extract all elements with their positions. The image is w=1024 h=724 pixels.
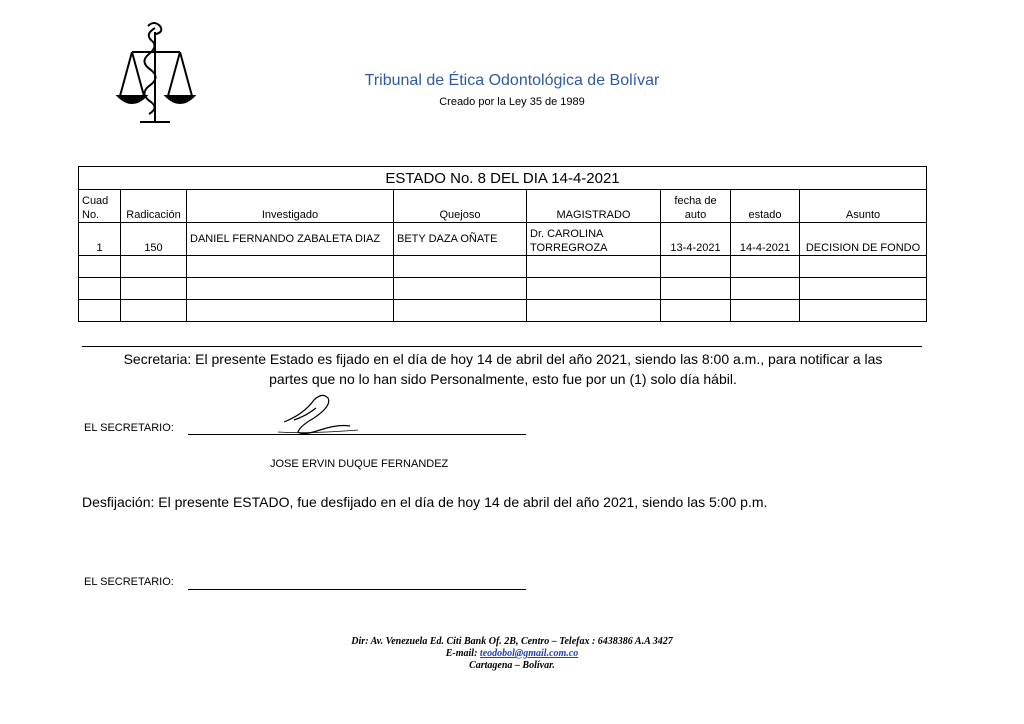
secretaria-line2: partes que no lo han sido Personalmente, esto fue por un (1) solo día hábil. bbox=[269, 371, 737, 387]
signature-line-2 bbox=[188, 589, 526, 590]
cell-estado: 14-4-2021 bbox=[731, 223, 800, 256]
header-fecha-line2: auto bbox=[684, 209, 707, 221]
secretary-name: JOSE ERVIN DUQUE FERNANDEZ bbox=[270, 458, 449, 470]
table-row-empty bbox=[79, 256, 927, 278]
header-quejoso: Quejoso bbox=[394, 190, 527, 223]
footer-email-label: E-mail: bbox=[445, 648, 480, 659]
cell-asunto: DECISION DE FONDO bbox=[800, 223, 927, 256]
cell-magistrado-line2: TORREGROZA bbox=[530, 242, 608, 254]
cell-magistrado bbox=[527, 223, 661, 256]
secretary-label-2: EL SECRETARIO: bbox=[84, 576, 174, 588]
footer bbox=[250, 636, 774, 672]
table-header-row bbox=[79, 190, 927, 223]
footer-email-line bbox=[250, 648, 774, 660]
section-divider bbox=[82, 346, 922, 347]
desfijacion-notice: Desfijación: El presente ESTADO, fue desfijado en el día de hoy 14 de abril del año 2021, siendo las 5:00 p.m. bbox=[82, 494, 768, 510]
header-cuad bbox=[79, 190, 121, 223]
secretaria-notice bbox=[82, 349, 924, 389]
header-fecha-line1: fecha de bbox=[674, 195, 717, 207]
handwritten-signature bbox=[270, 392, 366, 440]
header-cuad-line2: No. bbox=[82, 209, 100, 221]
cell-radicacion: 150 bbox=[121, 223, 187, 256]
header-fecha-auto bbox=[661, 190, 731, 223]
header-magistrado: MAGISTRADO bbox=[527, 190, 661, 223]
tribunal-subtitle: Creado por la Ley 35 de 1989 bbox=[439, 96, 585, 108]
header-investigado: Investigado bbox=[187, 190, 394, 223]
table-row-empty bbox=[79, 278, 927, 300]
secretary-label-1: EL SECRETARIO: bbox=[84, 422, 174, 434]
footer-address: Dir: Av. Venezuela Ed. Citi Bank Of. 2B, Centro – Telefax : 6438386 A.A 3427 bbox=[351, 636, 673, 647]
tribunal-title: Tribunal de Ética Odontológica de Bolívar bbox=[364, 72, 660, 89]
header-radicacion: Radicación bbox=[121, 190, 187, 223]
signature-line-1 bbox=[188, 434, 526, 435]
cell-cuad: 1 bbox=[79, 223, 121, 256]
header-estado: estado bbox=[731, 190, 800, 223]
secretaria-line1: Secretaria: El presente Estado es fijado en el día de hoy 14 de abril del año 2021, siendo las 8:00 a.m., para notificar a las bbox=[123, 351, 883, 367]
table-row-empty bbox=[79, 300, 927, 322]
cell-magistrado-line1: Dr. CAROLINA bbox=[530, 228, 604, 240]
footer-city: Cartagena – Bolívar. bbox=[469, 660, 555, 671]
table-row bbox=[79, 223, 927, 256]
email-link[interactable]: teodobol@gmail.com.co bbox=[479, 648, 579, 659]
table-title: ESTADO No. 8 DEL DIA 14-4-2021 bbox=[79, 167, 927, 190]
estado-table bbox=[78, 166, 927, 322]
cell-fecha-auto: 13-4-2021 bbox=[661, 223, 731, 256]
header-cuad-line1: Cuad bbox=[82, 195, 109, 207]
header-asunto: Asunto bbox=[800, 190, 927, 223]
scales-of-justice-caduceus-icon bbox=[110, 18, 200, 130]
cell-quejoso: BETY DAZA OÑATE bbox=[394, 223, 527, 256]
cell-investigado: DANIEL FERNANDO ZABALETA DIAZ bbox=[187, 223, 394, 256]
